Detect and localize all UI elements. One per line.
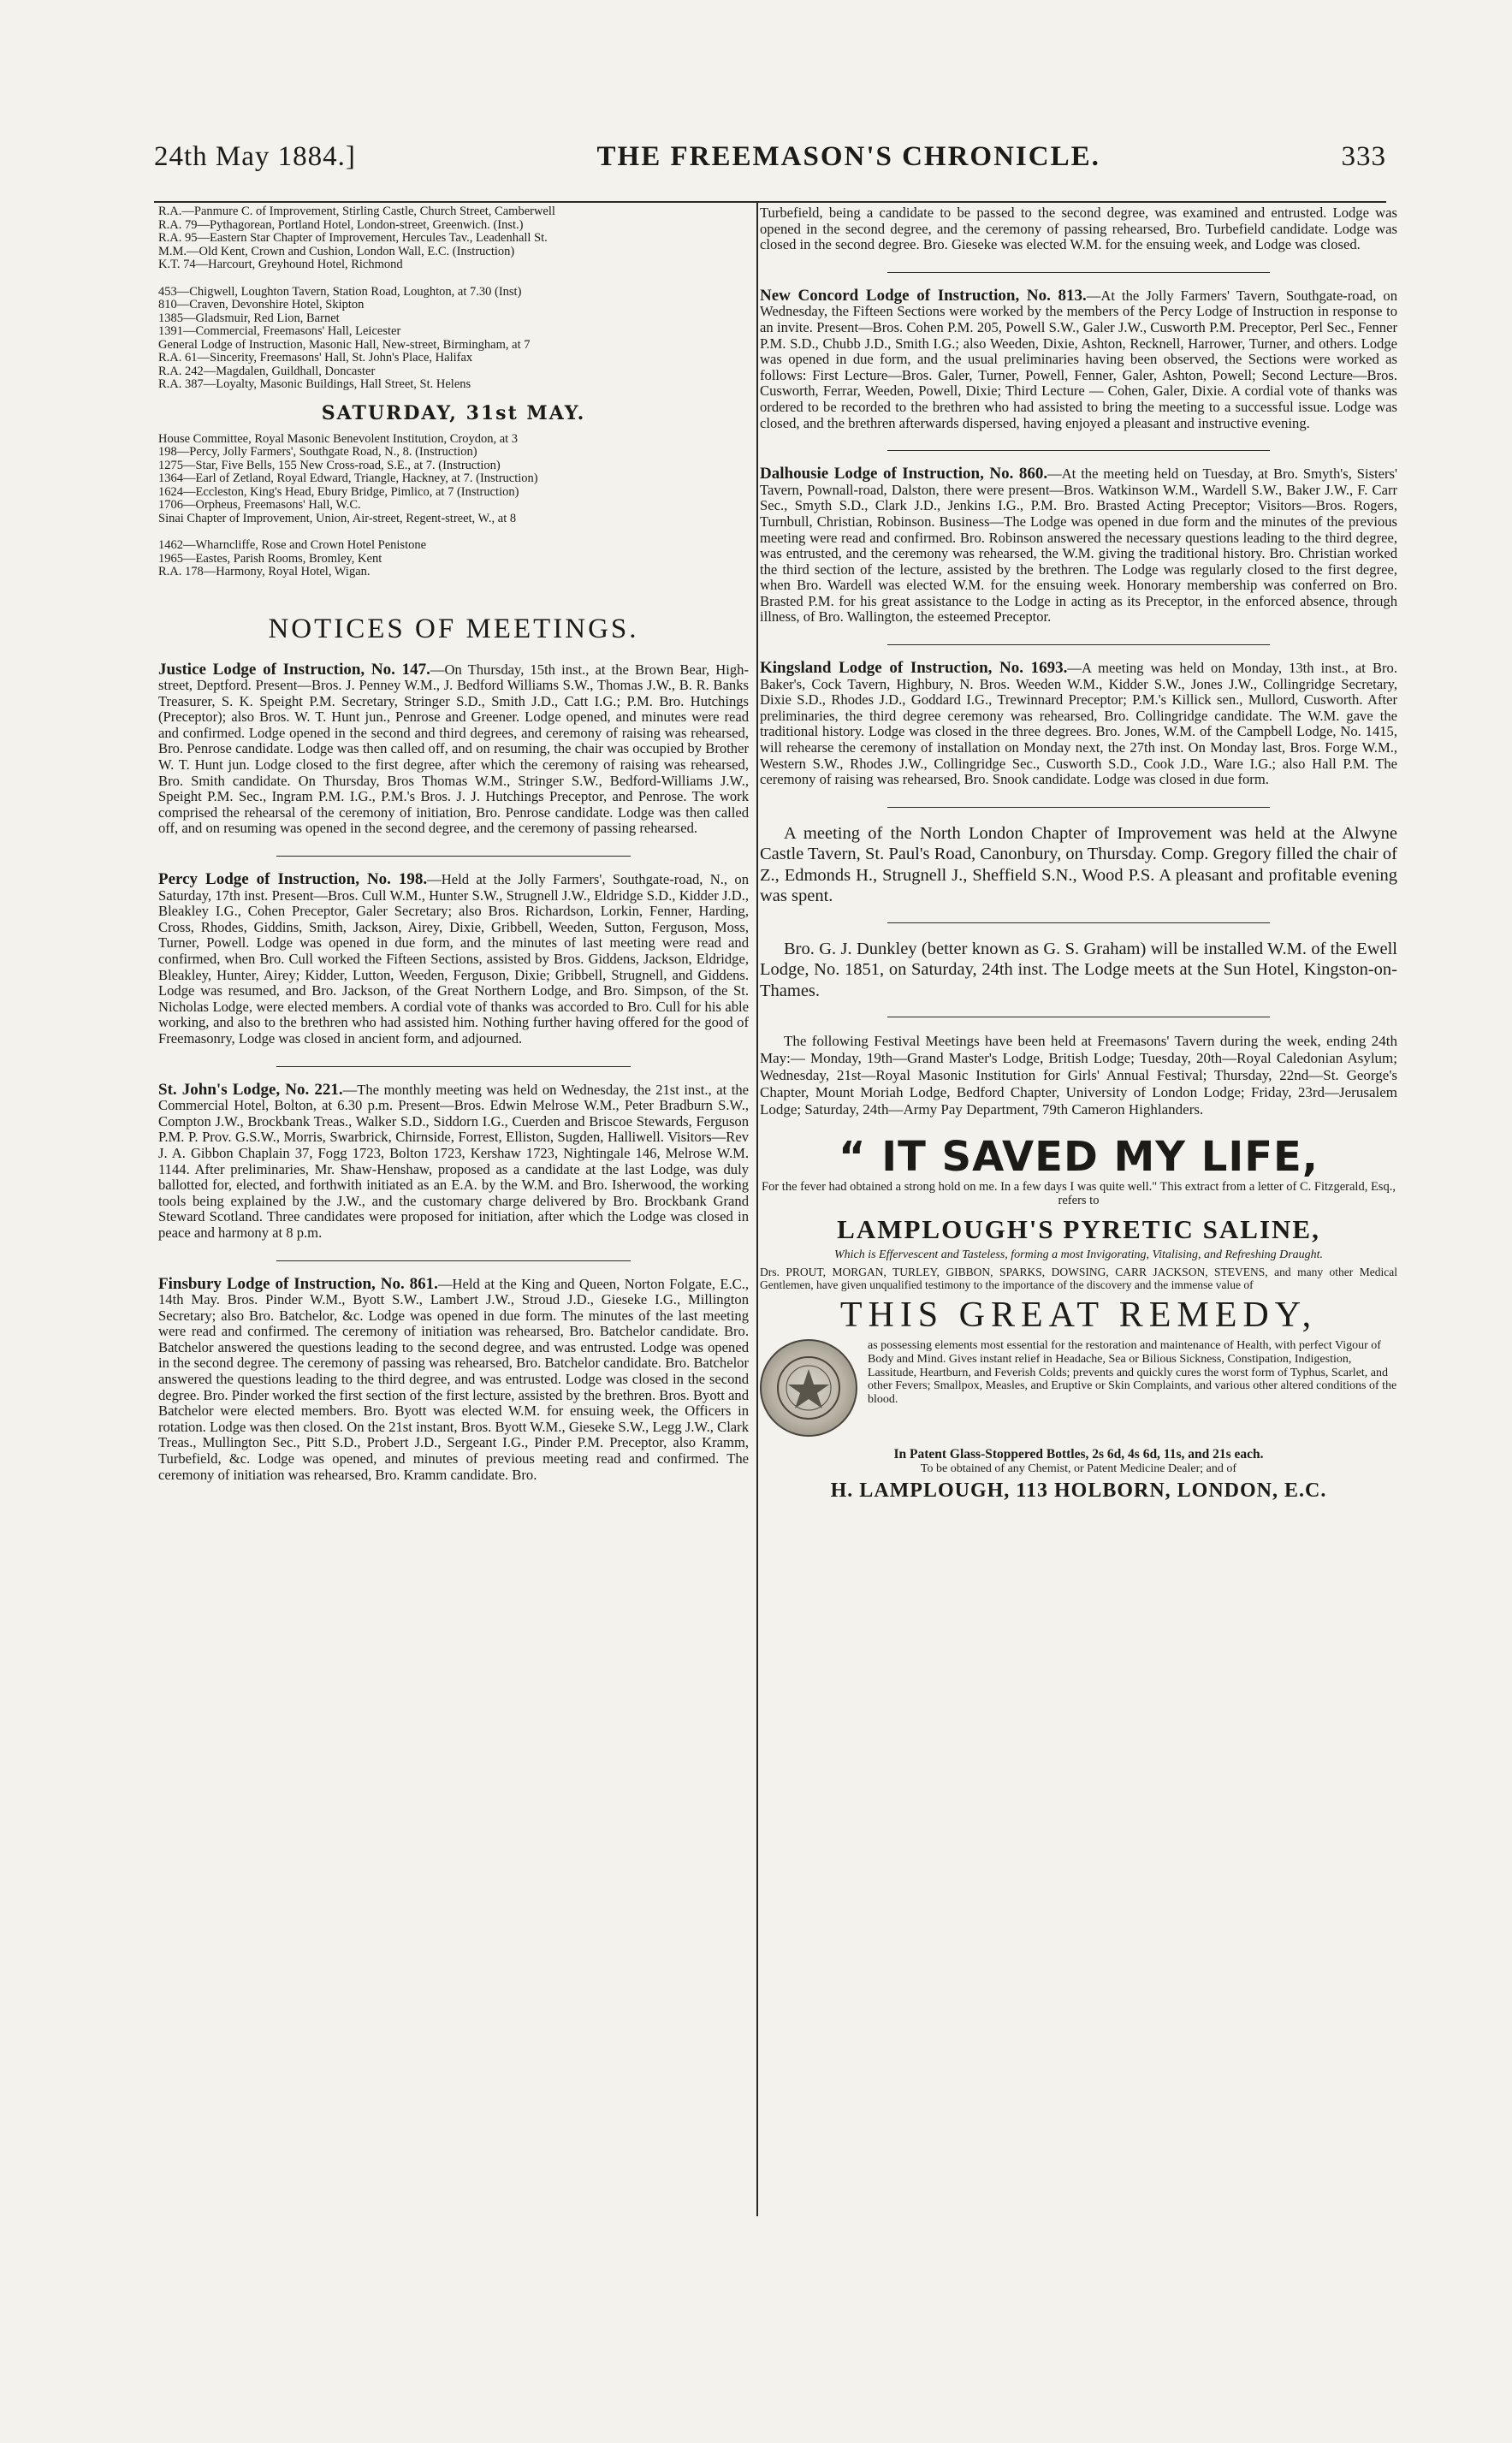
list-item: R.A. 387—Loyalty, Masonic Buildings, Hall Street, St. Helens	[158, 378, 471, 391]
list-item: Sinai Chapter of Improvement, Union, Air-street, Regent-street, W., at 8	[158, 512, 517, 525]
ad-product-name: LAMPLOUGH'S PYRETIC SALINE,	[837, 1214, 1320, 1245]
section-rule	[887, 450, 1270, 451]
report-finsbury-lodge	[158, 1274, 750, 1484]
report-body: —At the meeting held on Tuesday, at Bro. Smyth's, Sisters' Tavern, Pownall-road, Dalston, there were present—Bros. Watkinson W.M., Wardell S.W., Baker J.W., F. Carr Sec., Smyth S.D., Clark J.D., Jenkins I.G., P.M. Bro. Brasted Acting Preceptor; Visitors—Bros. Rogers, Turnbull, Christian, Robinson. Business—The Lodge was opened in due form and the minutes of the previous meeting were read and confirmed. Bro. Robinson answered the necessary questions leading to the third degree, was entrusted, and the ceremony was rehearsed, the W.M. giving the traditional history. Bro. Christian worked the third section of the lecture, assisted by the brethren. The Lodge was regularly closed to the first degree, when Bro. Wardell was elected W.M. for the ensuing week. Honorary membership was conferred on Bro. Brasted P.M. for his great assistance to the Lodge in acting as its Preceptor, in the enforced absence, through illness, of Bro. Wallington, the esteemed Preceptor.	[760, 465, 1398, 626]
section-rule	[887, 807, 1270, 808]
list-item: 1391—Commercial, Freemasons' Hall, Leicester	[158, 325, 401, 338]
ad-doctors: Drs. PROUT, MORGAN, TURLEY, GIBBON, SPARKS, DOWSING, CARR JACKSON, STEVENS, and many other Medical Gentlemen, have given unqualified testimony to the importance of the discovery and the immense value of	[760, 1266, 1397, 1292]
seal-icon	[760, 1339, 857, 1437]
list-item: 1364—Earl of Zetland, Royal Edward, Triangle, Hackney, at 7. (Instruction)	[158, 472, 538, 485]
page-number: 333	[1341, 141, 1386, 172]
page-header	[154, 141, 1386, 203]
list-item: R.A.—Panmure C. of Improvement, Stirling Castle, Church Street, Camberwell	[158, 205, 555, 218]
report-justice-lodge	[158, 662, 749, 838]
north-london-chapter-notice: A meeting of the North London Chapter of Improvement was held at the Alwyne Castle Tavern, St. Paul's Road, Canonbury, on Thursday. Comp. Gregory filled the chair of Z., Edmonds H., Strugnell J., Sheffield S.N., Wood P.S. A pleasant and profitable evening was spent.	[760, 823, 1397, 906]
right-column	[760, 205, 1397, 1503]
report-kingsland-lodge	[760, 661, 1397, 788]
lamplough-advertisement	[760, 1134, 1397, 1503]
list-item: R.A. 242—Magdalen, Guildhall, Doncaster	[158, 365, 376, 378]
list-item: General Lodge of Instruction, Masonic Hall, New-street, Birmingham, at 7	[158, 338, 531, 352]
list-item: M.M.—Old Kent, Crown and Cushion, London Wall, E.C. (Instruction)	[158, 245, 515, 258]
publication-title: THE FREEMASON'S CHRONICLE.	[596, 141, 1100, 172]
saturday-heading: SATURDAY, 31st MAY.	[321, 401, 586, 424]
report-lead: St. John's Lodge, No. 221.	[158, 1080, 343, 1099]
ad-headline: “ IT SAVED MY LIFE,	[838, 1133, 1319, 1182]
friday-lodge-list-2	[158, 286, 749, 392]
list-item: 1462—Wharncliffe, Rose and Crown Hotel Penistone	[158, 539, 427, 552]
report-percy-lodge	[158, 872, 749, 1047]
ad-tagline: Which is Effervescent and Tasteless, forming a most Invigorating, Vitalising, and Refreshing Draught.	[833, 1248, 1324, 1262]
list-item: 1275—Star, Five Bells, 155 New Cross-road, S.E., at 7. (Instruction)	[158, 459, 501, 472]
festival-meetings-notice: The following Festival Meetings have been held at Freemasons' Tavern during the week, ending 24th May:— Monday, 19th—Grand Master's Lodge, British Lodge; Tuesday, 20th—Royal Caledonian Asylum; Wednesday, 21st—Royal Masonic Institution for Girls' Annual Festival; Thursday, 22nd—St. George's Chapter, Mount Moriah Lodge, Bedford Chapter, University of London Lodge; Friday, 23rd—Jerusalem Lodge; Saturday, 24th—Army Pay Department, 79th Cameron Highlanders.	[760, 1033, 1397, 1118]
saturday-lodge-list-2	[158, 539, 749, 579]
list-item: K.T. 74—Harcourt, Greyhound Hotel, Richmond	[158, 258, 403, 271]
report-lead: Finsbury Lodge of Instruction, No. 861.	[158, 1274, 438, 1293]
list-item: R.A. 178—Harmony, Royal Hotel, Wigan.	[158, 566, 371, 578]
report-st-johns-lodge	[158, 1082, 749, 1242]
saturday-lodge-list	[158, 433, 749, 526]
list-item: R.A. 95—Eastern Star Chapter of Improvement, Hercules Tav., Leadenhall St.	[158, 232, 548, 245]
list-item: House Committee, Royal Masonic Benevolent Institution, Croydon, at 3	[158, 432, 519, 446]
list-item: 810—Craven, Devonshire Hotel, Skipton	[158, 299, 365, 311]
column-divider	[756, 201, 758, 2216]
report-body: —On Thursday, 15th inst., at the Brown Bear, High-street, Deptford. Present—Bros. J. Penney W.M., J. Bedford Williams S.W., Thomas J.W., B. R. Banks Treasurer, S. K. Speight P.M. Secretary, Stringer S.D., Smith J.D., Catt I.G.; P.M. Bro. Hutchings (Preceptor); also Bros. W. T. Hunt jun., Penrose and Greener. Lodge opened, and minutes were read and confirmed. Lodge opened in the second and third degrees, and ceremony of raising was rehearsed, Bro. Penrose candidate. Lodge was then called off, and on resuming, the chair was occupied by Brother W. T. Hunt jun. Lodge closed to the first degree, after which the ceremony of raising was rehearsed, Bro. Smith candidate. On Thursday, Bros Thomas W.M., Stringer S.W., Bedford-Williams J.W., Speight P.M. Sec., Ingram P.M. I.G., P.M.'s Bros. J. J. Hutchings Preceptor, and Penrose. The work comprised the rehearsal of the ceremony of initiation, Bro. Penrose candidate. Lodge was then called off, and on resuming was opened in the second degree, and the ceremony of passing rehearsed.	[158, 661, 750, 837]
section-rule	[276, 856, 631, 857]
list-item: 453—Chigwell, Loughton Tavern, Station Road, Loughton, at 7.30 (Inst)	[158, 285, 522, 299]
list-item: R.A. 79—Pythagorean, Portland Hotel, London-street, Greenwich. (Inst.)	[158, 218, 524, 232]
left-column	[158, 205, 749, 1502]
ad-body	[760, 1339, 1397, 1437]
report-new-concord-lodge	[760, 288, 1397, 431]
report-body: —Held at the Jolly Farmers', Southgate-road, N., on Saturday, 17th inst. Present—Bros. Cull W.M., Hunter S.W., Strugnell J.W., Eldridge S.D., Kidder J.D., Bleakley I.G., Cohen Preceptor, Galer Secretary; also Bros. Richardson, Lorkin, Fenner, Harding, Cross, Rhodes, Giddins, Smith, Jackson, Airey, Dixie, Gribbell, Weeden, Sutton, Ferguson, Moss, Turner, Powell. Lodge was opened in due form, and the minutes of last meeting were read and confirmed, when Bro. Cull worked the Fifteen Sections, assisted by Bros. Giddens, Jackson, Eldridge, Bleakley, Hunter, Airey; Kidder, Lutton, Weeden, Ferguson, Dixie; Gribbell, Strugnell, and Giddens. Lodge was resumed, and Bro. Jackson, of the Great Northern Lodge, and Bro. Simpson, of the St. Nicholas Lodge, were elected members. A cordial vote of thanks was accorded to Bro. Cull for his able working, and also to the brethren who had assisted him. Nothing further having offered for the good of Freemasonry, Lodge was closed in ancient form, and adjourned.	[158, 871, 749, 1047]
section-rule	[887, 272, 1270, 273]
dunkley-installation-notice: Bro. G. J. Dunkley (better known as G. S. Graham) will be installed W.M. of the Ewell Lodge, No. 1851, on Saturday, 24th inst. The Lodge meets at the Sun Hotel, Kingston-on-Thames.	[760, 939, 1397, 1000]
list-item: 1965—Eastes, Parish Rooms, Bromley, Kent	[158, 552, 382, 566]
list-item: 1385—Gladsmuir, Red Lion, Barnet	[158, 311, 340, 325]
list-item: 198—Percy, Jolly Farmers', Southgate Road, N., 8. (Instruction)	[158, 446, 477, 459]
ad-stockist: To be obtained of any Chemist, or Patent Medicine Dealer; and of	[920, 1462, 1237, 1476]
list-item: R.A. 61—Sincerity, Freemasons' Hall, St. John's Place, Halifax	[158, 352, 473, 365]
report-lead: New Concord Lodge of Instruction, No. 813.	[760, 286, 1087, 305]
report-lead: Kingsland Lodge of Instruction, No. 1693.	[760, 659, 1068, 678]
ad-description: as possessing elements most essential for the restoration and maintenance of Health, with perfect Vigour of Body and Mind. Gives instant relief in Headache, Sea or Bilious Sickness, Constipation, Indigestion, Lassitude, Heartburn, and Feverish Colds; prevents and quickly cures the worst form of Typhus, Scarlet, and other Fevers; Smallpox, Measles, and Eruptive or Skin Complaints, and various other altered conditions of the blood.	[868, 1339, 1397, 1406]
medallion-icon	[774, 1354, 843, 1422]
report-lead: Dalhousie Lodge of Instruction, No. 860.	[760, 465, 1048, 483]
report-dalhousie-lodge	[760, 466, 1397, 626]
section-rule	[276, 1260, 631, 1261]
report-continuation: Turbefield, being a candidate to be passed to the second degree, was examined and entrusted. Lodge was opened in the second degree, and the ceremony of passing rehearsed, Bro. Turbefield candidate. Lodge was closed in the second degree. Bro. Gieseke was elected W.M. for the ensuing week, and Lodge was closed.	[760, 205, 1397, 253]
report-body: —Held at the King and Queen, Norton Folgate, E.C., 14th May. Bros. Pinder W.M., Byott S.W., Lambert J.W., Stroud J.D., Gieseke I.G., Millington Secretary; also Bro. Batchelor, &c. Lodge was opened in due form. The minutes of the last meeting were read and confirmed. The ceremony of initiation was rehearsed, Bro. Batchelor candidate. Bro. Batchelor answered the questions leading to the second degree, and was entrusted. Lodge was opened in the second degree. The ceremony of passing was rehearsed, Bro. Batchelor candidate. Bro. Batchelor answered the questions leading to the third degree, and was entrusted. Lodge was closed in the second degree. Bro. Pinder worked the first section of the first lecture, assisted by the brethren. Bros. Byott and Batchelor were elected members. Bro. Byott was elected W.M. for ensuing week, the Officers in rotation. Lodge was then closed. On the 21st instant, Bros. Byott W.M., Gieseke S.W., Legg J.W., Clark Treas., Mullington Sec., Pitt S.D., Probert J.D., Sergeant I.G., Pinder P.M. Preceptor, also Kramm, Turbefield, &c. Lodge was opened, and minutes of previous meeting read and confirmed. The ceremony of initiation was rehearsed, Bro. Kramm candidate. Bro.	[158, 1275, 750, 1483]
report-body: —At the Jolly Farmers' Tavern, Southgate-road, on Wednesday, the Fifteen Sections were worked by the members of the Percy Lodge of Instruction in response to an invite. Present—Bros. Cohen P.M. 205, Powell S.W., Galer J.W., Cusworth P.M. Preceptor, Perl Sec., Fenner P.M. S.D., Chubb J.D., Smith I.G.; also Weeden, Dixie, Ashton, Recknell, Harrower, Turner, and others. Lodge was opened in due form, and the usual preliminaries having been observed, the Sections were worked as follows: First Lecture—Bros. Galer, Turner, Powell, Fenner, Galer, Ashton, Powell; Second Lecture—Bros. Cusworth, Ferrar, Weeden, Powell, Dixie; Third Lecture — Cohen, Galer, Dixie. A cordial vote of thanks was ordered to be recorded to the brethren who had assisted to bring the meeting to a successful issue. Lodge was closed, and the brethren afterwards dispersed, having enjoyed a pleasant and instructive evening.	[760, 287, 1397, 431]
section-rule	[276, 1066, 631, 1067]
report-body: —A meeting was held on Monday, 13th inst., at Bro. Baker's, Cock Tavern, Highbury, N. Bros. Weeden W.M., Kidder S.W., Jones J.W., Collingridge Secretary, Dixie S.D., Rhodes J.D., Goddard I.G., Trewinnard Preceptor; P.M.'s Killick sen., Mullord, Cusworth. After preliminaries, the third degree ceremony was rehearsed, Bro. Collingridge candidate. The W.M. gave the traditional history. Lodge was closed in the three degrees. Bro. Jones, W.M. of the Campbell Lodge, No. 1415, will rehearse the ceremony of installation on Monday next, the 27th inst. On Monday last, Bros. Forge W.M., Western S.W., Rhodes J.W., Collingridge Sec., Cusworth S.D., Cook J.D., Ware I.G.; also Hall P.M. The ceremony of raising was rehearsed, Bro. Snook candidate. Lodge was closed in due form.	[760, 660, 1397, 788]
friday-lodge-list	[158, 205, 749, 272]
list-item: 1624—Eccleston, King's Head, Ebury Bridge, Pimlico, at 7 (Instruction)	[158, 485, 519, 499]
ad-address: H. LAMPLOUGH, 113 HOLBORN, LONDON, E.C.	[830, 1479, 1327, 1503]
ad-bottle-prices: In Patent Glass-Stoppered Bottles, 2s 6d, 4s 6d, 11s, and 21s each.	[893, 1447, 1264, 1462]
ad-remedy-heading: THIS GREAT REMEDY,	[839, 1296, 1318, 1336]
report-lead: Justice Lodge of Instruction, No. 147.	[158, 660, 430, 679]
issue-date: 24th May 1884.]	[154, 141, 356, 172]
section-rule	[887, 644, 1270, 645]
ad-testimonial: For the fever had obtained a strong hold on me. In a few days I was quite well." This extract from a letter of C. Fitzgerald, Esq., refers to	[762, 1180, 1396, 1208]
notices-heading: NOTICES OF MEETINGS.	[268, 613, 639, 644]
report-lead: Percy Lodge of Instruction, No. 198.	[158, 870, 428, 889]
section-rule	[887, 922, 1270, 923]
report-body: —The monthly meeting was held on Wednesday, the 21st inst., at the Commercial Hotel, Bolton, at 6.30 p.m. Present—Bros. Edwin Melrose W.M., Peter Bradburn S.W., Compton J.W., Brockbank Treas., Walker S.D., Siddorn I.G., Cuerden and Briscoe Stewards, Ferguson P.M. P. Prov. G.S.W., Morris, Swarbrick, Chirnside, Forrest, Elliston, Sugden, Halliwell. Visitors—Rev J. A. Gibbon Chaplain 37, Fogg 1723, Bolton 1723, Kershaw 1723, Nightingale 146, Melrose W.M. 1144. After preliminaries, Mr. Shaw-Henshaw, proposed as a candidate at the last Lodge, was duly ballotted for, elected, and forthwith initiated as an E.A. by the W.M. and Bro. Isherwood, the working tools being explained by the J.W., and the customary charge delivered by Bro. Brockbank Grand Steward Scotland. Three candidates were proposed for initiation, after which the Lodge was closed in peace and harmony at 8 p.m.	[158, 1081, 749, 1241]
list-item: 1706—Orpheus, Freemasons' Hall, W.C.	[158, 499, 361, 512]
